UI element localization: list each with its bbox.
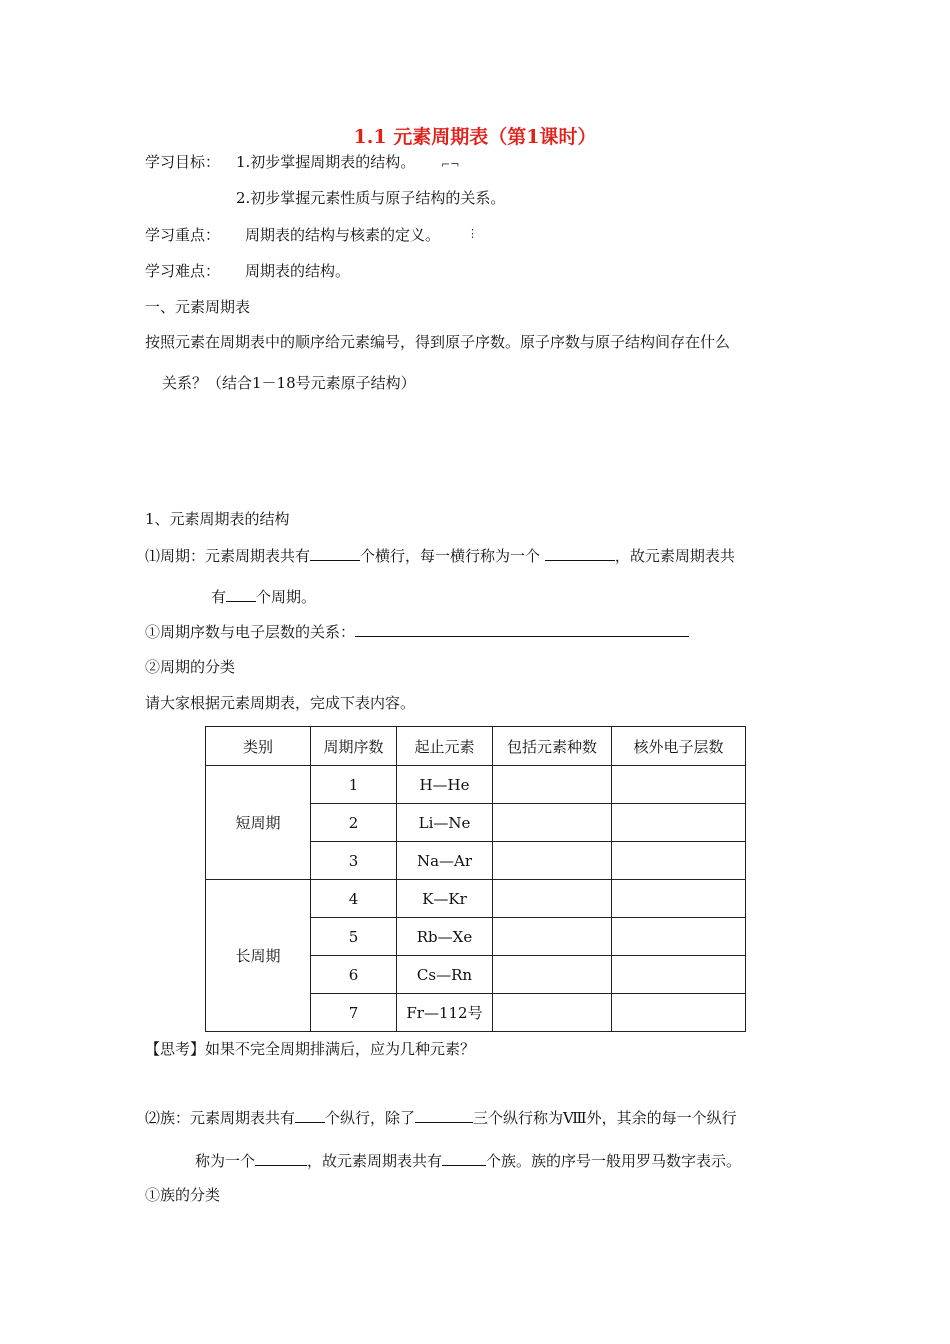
period-number-cell: 2 bbox=[311, 804, 397, 842]
header-period-number: 周期序数 bbox=[311, 727, 397, 766]
group-long-period: 长周期 bbox=[206, 880, 311, 1032]
period-number-cell: 6 bbox=[311, 956, 397, 994]
period-count-blank[interactable] bbox=[226, 587, 256, 602]
shell-count-cell[interactable] bbox=[612, 880, 746, 918]
period-classification: ②周期的分类 bbox=[145, 658, 236, 676]
period-number-cell: 5 bbox=[311, 918, 397, 956]
intro-line-1: 按照元素在周期表中的顺序给元素编号，得到原子序数。原子序数与原子结构间存在什么 bbox=[145, 333, 731, 351]
element-count-cell[interactable] bbox=[493, 956, 612, 994]
subsection-heading: 1、元素周期表的结构 bbox=[145, 510, 290, 528]
period-number-cell: 4 bbox=[311, 880, 397, 918]
header-element-range: 起止元素 bbox=[397, 727, 493, 766]
vertical-dots-icon: ⋮ bbox=[467, 227, 478, 240]
period-number-cell: 7 bbox=[311, 994, 397, 1032]
cursor-mark-icon: ⌐¬ bbox=[441, 158, 460, 171]
shell-count-cell[interactable] bbox=[612, 956, 746, 994]
group-count-blank[interactable] bbox=[442, 1151, 486, 1166]
group-line-1 bbox=[145, 1108, 737, 1127]
table-instruction: 请大家根据元素周期表，完成下表内容。 bbox=[145, 694, 416, 712]
period-number-cell: 3 bbox=[311, 842, 397, 880]
group-text-b: 个纵行，除了 bbox=[325, 1109, 416, 1127]
table-header-row bbox=[206, 727, 746, 766]
group-viii-blank[interactable] bbox=[415, 1108, 473, 1123]
period-text-d: 有 bbox=[211, 588, 227, 606]
element-count-cell[interactable] bbox=[493, 766, 612, 804]
group-text-d: 称为一个 bbox=[195, 1152, 256, 1170]
group-text-e: ，故元素周期表共有 bbox=[307, 1152, 443, 1170]
period-text-b: 个横行，每一横行称为一个 bbox=[360, 547, 541, 565]
period-line-1 bbox=[145, 546, 735, 565]
element-count-cell[interactable] bbox=[493, 880, 612, 918]
difficulty-label: 学习难点： bbox=[145, 262, 221, 280]
period-number-cell: 1 bbox=[311, 766, 397, 804]
objective-2: 2.初步掌握元素性质与原子结构的关系。 bbox=[236, 189, 506, 207]
period-text-e: 个周期。 bbox=[256, 588, 317, 606]
page-title: 1.1 元素周期表（第1课时） bbox=[353, 126, 597, 148]
period-relation-line bbox=[145, 622, 689, 641]
group-short-period: 短周期 bbox=[206, 766, 311, 880]
element-count-cell[interactable] bbox=[493, 994, 612, 1032]
shell-count-cell[interactable] bbox=[612, 766, 746, 804]
table-row bbox=[206, 880, 746, 918]
period-relation-blank[interactable] bbox=[355, 622, 689, 637]
intro-line-2: 关系？（结合1－18号元素原子结构） bbox=[162, 374, 416, 392]
group-name-blank[interactable] bbox=[255, 1151, 307, 1166]
period-rows-blank[interactable] bbox=[310, 546, 360, 561]
group-line-2 bbox=[195, 1151, 741, 1170]
objectives-label: 学习目标： bbox=[145, 153, 221, 171]
element-count-cell[interactable] bbox=[493, 804, 612, 842]
element-range-cell: Fr—112号 bbox=[397, 994, 493, 1032]
group-text-a: ⑵族：元素周期表共有 bbox=[145, 1109, 296, 1127]
period-text-c: ，故元素周期表共 bbox=[614, 547, 735, 565]
shell-count-cell[interactable] bbox=[612, 918, 746, 956]
period-name-blank[interactable] bbox=[545, 546, 615, 561]
group-text-c: 三个纵行称为Ⅷ外，其余的每一个纵行 bbox=[473, 1109, 737, 1127]
element-range-cell: Cs—Rn bbox=[397, 956, 493, 994]
element-range-cell: Li—Ne bbox=[397, 804, 493, 842]
think-question: 【思考】如果不完全周期排满后，应为几种元素？ bbox=[145, 1040, 476, 1058]
period-text-a: ⑴周期：元素周期表共有 bbox=[145, 547, 311, 565]
header-shell-count: 核外电子层数 bbox=[612, 727, 746, 766]
group-classification: ①族的分类 bbox=[145, 1186, 221, 1204]
table-row bbox=[206, 766, 746, 804]
element-range-cell: H—He bbox=[397, 766, 493, 804]
element-range-cell: Rb—Xe bbox=[397, 918, 493, 956]
element-range-cell: Na—Ar bbox=[397, 842, 493, 880]
period-relation-text: ①周期序数与电子层数的关系： bbox=[145, 623, 356, 641]
header-element-count: 包括元素种数 bbox=[493, 727, 612, 766]
shell-count-cell[interactable] bbox=[612, 994, 746, 1032]
shell-count-cell[interactable] bbox=[612, 842, 746, 880]
key-point-text: 周期表的结构与核素的定义。 bbox=[245, 226, 441, 244]
section-heading-1: 一、元素周期表 bbox=[145, 298, 251, 316]
element-count-cell[interactable] bbox=[493, 842, 612, 880]
period-line-2 bbox=[211, 587, 316, 606]
period-table bbox=[205, 726, 746, 1032]
objective-1: 1.初步掌握周期表的结构。 bbox=[236, 153, 416, 171]
header-category: 类别 bbox=[206, 727, 311, 766]
element-count-cell[interactable] bbox=[493, 918, 612, 956]
key-point-label: 学习重点： bbox=[145, 226, 221, 244]
difficulty-text: 周期表的结构。 bbox=[245, 262, 351, 280]
shell-count-cell[interactable] bbox=[612, 804, 746, 842]
element-range-cell: K—Kr bbox=[397, 880, 493, 918]
group-columns-blank[interactable] bbox=[295, 1108, 325, 1123]
group-text-f: 个族。族的序号一般用罗马数字表示。 bbox=[486, 1152, 742, 1170]
